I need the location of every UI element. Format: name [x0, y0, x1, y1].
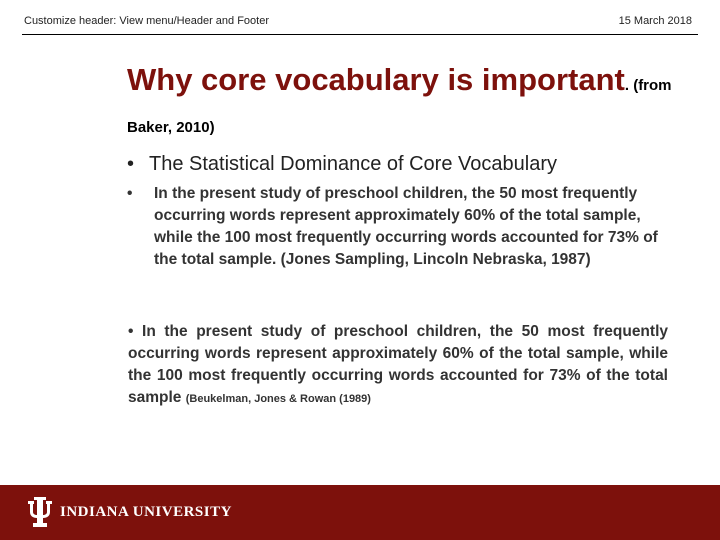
title-main: Why core vocabulary is important [127, 62, 625, 97]
title-citation: . (from Baker, 2010) [127, 77, 672, 136]
bullet-jones-study [127, 183, 667, 271]
header-divider [22, 34, 698, 35]
university-name: INDIANA UNIVERSITY [60, 504, 232, 520]
iu-trident-icon [28, 497, 52, 527]
bullet-second-text: In the present study of preschool children, the 50 most frequently occurring words represent approximately 60% of the total sample, while the 100 most frequently occurring words accounted for 73% of the total sample. (Jones Sampling, Lincoln Nebraska, 1987) [154, 185, 658, 268]
bullet-dot: • [127, 185, 133, 202]
beukelman-paragraph: • In the present study of preschool children, the 50 most frequently occurring words represent approximately 60% of the total sample, while the 100 most frequently occurring words accounted for 73% of the total sample (Beukelman, Jones & Rowan (1989) [128, 323, 668, 406]
bullet-first-text: The Statistical Dominance of Core Vocabulary [149, 153, 557, 175]
paragraph-text: In the present study of preschool children, the 50 most frequently occurring words represent approximately 60% of the total sample, while the 100 most frequently occurring words accounted for 73% of the total sample [128, 323, 668, 406]
slide-title [127, 62, 687, 146]
footer-bar [0, 485, 720, 540]
header-date: 15 March 2018 [618, 15, 692, 27]
header-left-text: Customize header: View menu/Header and Footer [24, 15, 269, 27]
bullet-statistical-dominance [127, 153, 557, 176]
bullet-dot: • [127, 153, 135, 175]
paragraph-citation: (Beukelman, Jones & Rowan (1989) [185, 393, 371, 405]
